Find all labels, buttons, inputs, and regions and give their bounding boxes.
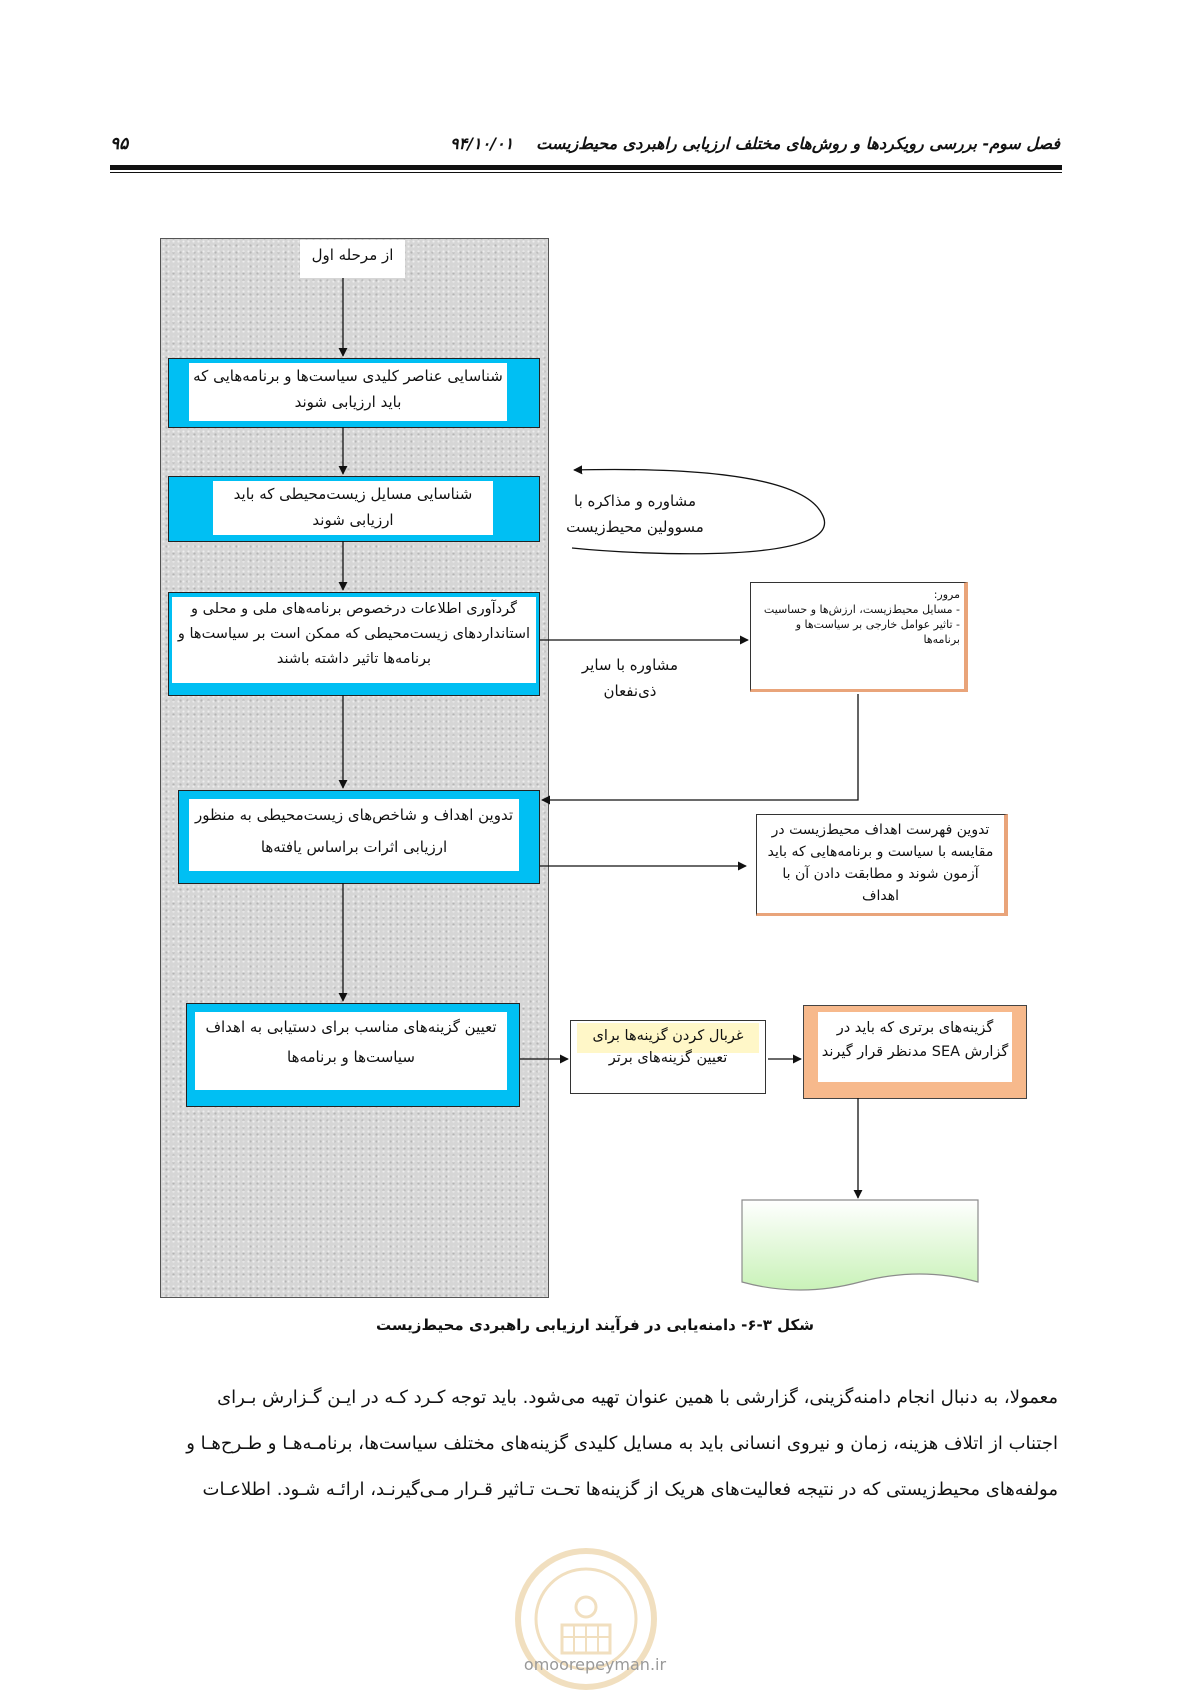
paragraph-line2: اجتناب از اتلاف هزینه، زمان و نیروی انسانی باید به مسایل کلیدی گزینه‌های مختلف سیاست‌ها، برنامـه‌هـا و طـرح‌هـا و — [186, 1433, 1058, 1454]
start-box: از مرحله اول — [300, 240, 405, 278]
header-title: فصل سوم- بررسی رویکردها و روش‌های مختلف ارزیابی راهبردی محیط‌زیست — [536, 134, 1060, 153]
objectives-line4: اهداف — [861, 888, 900, 904]
step5-line1: تعیین گزینه‌های مناسب برای دستیابی به اهداف — [205, 1018, 497, 1036]
step3-line2: استانداردهای زیست‌محیطی که ممکن است بر سیاست‌ها و — [177, 626, 531, 642]
paragraph-line3: مولفه‌های محیط‌زیستی که در نتیجه فعالیت‌های هریک از گزینه‌ها تحـت تـاثیر قـرار مـی‌گیرنـد، ارائـه شـود. اطلاعـات — [202, 1479, 1058, 1500]
step2-line1: شناسایی مسایل زیست‌محیطی که باید — [233, 485, 473, 503]
paragraph-line1: معمولا، به دنبال انجام دامنه‌گزینی، گزارشی با همین عنوان تهیه می‌شود. باید توجه کـرد کـه در ایـن گـزارش بـرای — [217, 1387, 1058, 1408]
page-number: ۹۵ — [110, 134, 129, 154]
consult-stakeholders-line1: مشاوره با سایر — [581, 656, 679, 674]
review-line2: - مسایل محیط‌زیست، ارزش‌ها و حساسیت — [763, 603, 960, 616]
consult-stakeholders-line2: ذی‌نفعان — [603, 682, 657, 700]
screen-options-line1: غربال کردن گزینه‌ها برای — [592, 1028, 744, 1044]
body-paragraph — [118, 1375, 1058, 1513]
arrow-review-step4 — [542, 694, 858, 800]
objectives-line3: آزمون شوند و مطابقت دادن آن با — [782, 866, 979, 882]
consult-env-line2: مسوولین محیط‌زیست — [566, 518, 704, 536]
scoping-report-shape — [742, 1200, 978, 1290]
step4-line1: تدوین اهداف و شاخص‌های زیست‌محیطی به منظور — [194, 806, 514, 824]
screen-options-line2: تعیین گزینه‌های برتر — [608, 1050, 728, 1066]
review-line4: برنامه‌ها — [923, 633, 960, 646]
objectives-line1: تدوین فهرست اهداف محیط‌زیست در — [771, 822, 990, 838]
review-line3: - تاثیر عوامل خارجی بر سیاست‌ها و — [795, 618, 960, 631]
objectives-line2: مقایسه با سیاست و برنامه‌هایی که باید — [767, 844, 994, 860]
header-date: ۹۴/۱۰/۰۱ — [450, 134, 514, 153]
arrow-consult-env-curve — [572, 469, 825, 553]
consult-env-line1: مشاوره و مذاکره با — [574, 492, 696, 510]
step5-line2: سیاست‌ها و برنامه‌ها — [287, 1048, 415, 1066]
step1-line2: باید ارزیابی شوند — [294, 393, 402, 411]
step1-line1: شناسایی عناصر کلیدی سیاست‌ها و برنامه‌هایی که — [193, 367, 503, 385]
step3-line3: برنامه‌ها تاثیر داشته باشند — [276, 651, 432, 667]
preferred-options-line2: گزارش SEA مدنظر قرار گیرند — [821, 1044, 1009, 1060]
step4-line2: ارزیابی اثرات براساس یافته‌ها — [260, 838, 448, 856]
step2-line2: ارزیابی شوند — [312, 511, 394, 529]
figure-caption: شکل ۳-۶- دامنه‌یابی در فرآیند ارزیابی راهبردی محیط‌زیست — [376, 1316, 814, 1334]
review-line1: مرور: — [933, 588, 960, 601]
preferred-options-line1: گزینه‌های برتری که باید در — [836, 1020, 994, 1036]
step3-line1: گردآوری اطلاعات درخصوص برنامه‌های ملی و محلی و — [190, 601, 518, 617]
site-watermark: omoorepeyman.ir — [523, 1655, 667, 1674]
